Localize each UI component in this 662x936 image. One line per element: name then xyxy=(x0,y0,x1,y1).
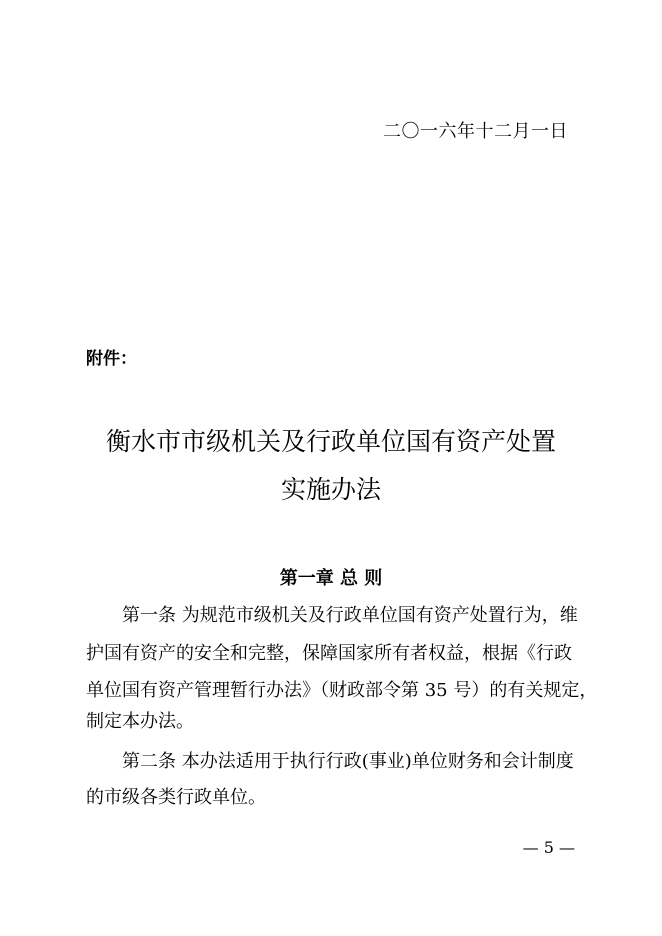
article-1-line-3: 单位国有资产管理暂行办法》（财政部令第 35 号）的有关规定， xyxy=(86,680,598,701)
chapter-heading: 第一章 总 则 xyxy=(279,568,383,589)
document-title-line-2: 实施办法 xyxy=(280,475,381,504)
article-2-line-1: 第二条 本办法适用于执行行政(事业)单位财务和会计制度 xyxy=(122,751,574,772)
article-1-line-1: 第一条 为规范市级机关及行政单位国有资产处置行为，维 xyxy=(122,605,578,626)
article-2-line-2: 的市级各类行政单位。 xyxy=(86,787,266,808)
page-number: — 5 — xyxy=(522,838,575,857)
attachment-label: 附件： xyxy=(86,349,137,369)
article-1-line-4: 制定本办法。 xyxy=(86,711,194,732)
document-title-line-1: 衡水市市级机关及行政单位国有资产处置 xyxy=(105,427,556,456)
document-date: 二〇一六年十二月一日 xyxy=(383,121,568,142)
article-1-line-2: 护国有资产的安全和完整，保障国家所有者权益，根据《行政 xyxy=(86,643,572,664)
